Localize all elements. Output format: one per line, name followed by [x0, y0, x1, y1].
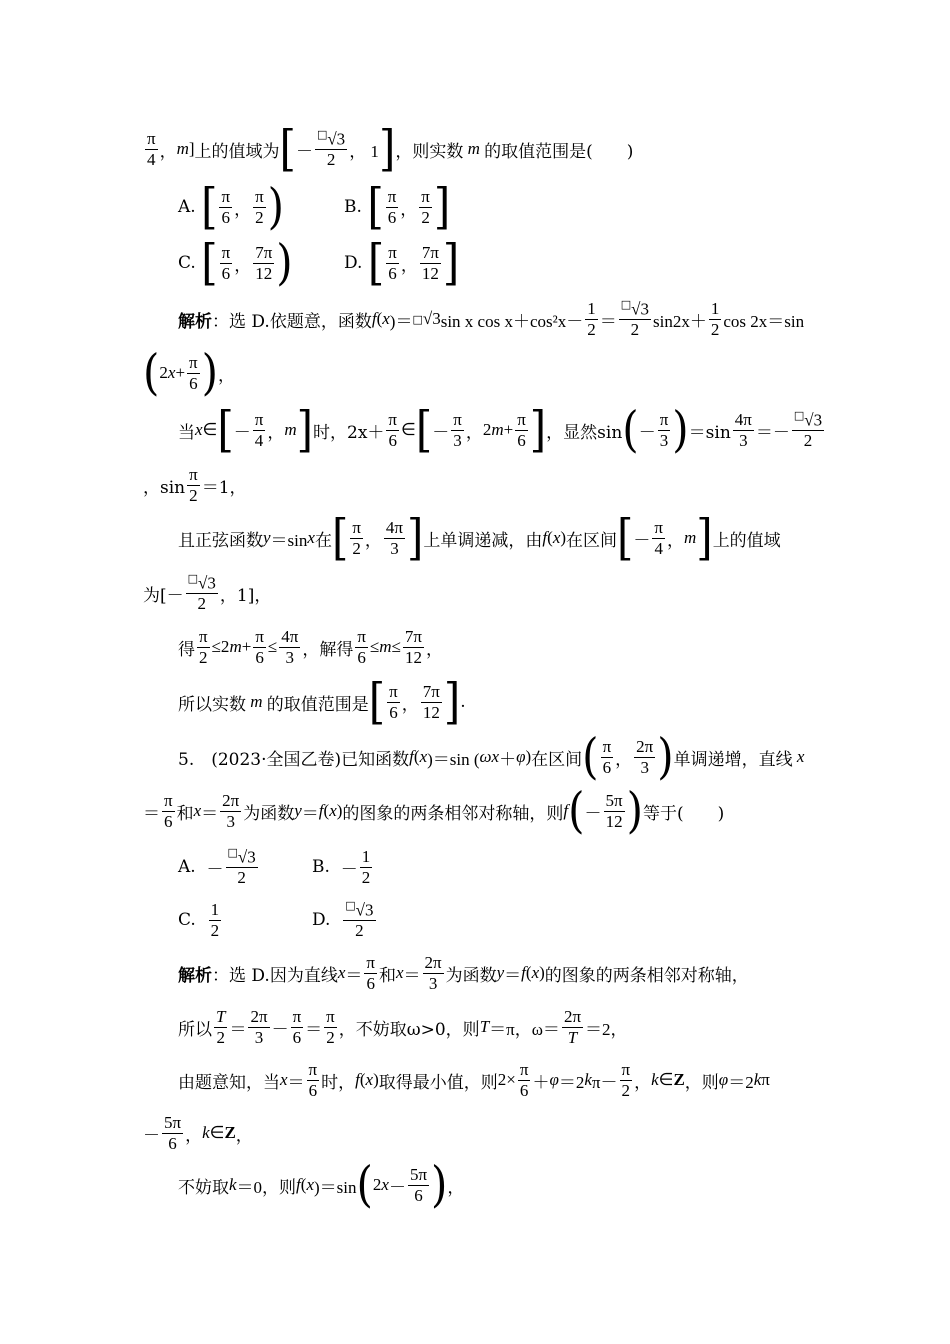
sol5-line-2: 所以 $\frac{T}{2}$ ＝ $\frac{2\pi}{3}$ － $\frac{\pi}{6}$ ＝ $\frac{\pi}{2}$ ，不妨取ω>0，则 T ＝π，ω＝ $\frac{2\pi}{T}$ ＝2，	[178, 1006, 628, 1047]
q5-option-d: D. $\frac{^□√3}{2}$	[312, 898, 374, 941]
sol4-line-4: ，sin $\frac{\pi}{2}$ ＝1，	[143, 464, 247, 505]
q5-line-1: 5. (2023·全国乙卷)已知函数 f ( x )＝sin ( ωx ＋ φ ) 在区间 ( $\frac{\pi}{6}$ ， $\frac{2\pi}{3}$ ) 单调递增，直线 x	[178, 728, 805, 785]
option-c: C. [ $\frac{\pi}{6}$ ， $\frac{7\pi}{12}$ )	[178, 234, 293, 291]
sol4-line-8: 所以实数 m 的取值范围是 [ $\frac{\pi}{6}$ ， $\frac{7\pi}{12}$ ] .	[178, 673, 466, 730]
sol4-line-1: 解析 ：选 D.依题意，函数 f ( x )＝ □ √3 sin x cos x＋cos²x－ $\frac{1}{2}$ ＝ $\frac{^□√3}{2}$ sin2x＋ $\frac{1}{2}$ cos 2x＝sin	[178, 297, 805, 340]
q5-line-2: ＝ $\frac{\pi}{6}$ 和 x ＝ $\frac{2\pi}{3}$ 为函数 y ＝ f ( x ) 的图象的两条相邻对称轴，则 f ( － $\frac{5\pi}{12}$ ) 等于( )	[143, 782, 725, 839]
text: ，则实数	[395, 141, 464, 162]
sol4-line-5: 且正弦函数 y ＝sin x 在 [ $\frac{\pi}{2}$ ， $\frac{4\pi}{3}$ ] 上单调递减，由 f ( x ) 在区间 [ － $\frac{\pi}{4}$ ， m ] 上的值域	[178, 509, 781, 566]
sol4-line-7: 得 $\frac{\pi}{2}$ ≤2 m + $\frac{\pi}{6}$ ≤ $\frac{4\pi}{3}$ ，解得 $\frac{\pi}{6}$ ≤ m ≤ $\frac{7\pi}{12}$ ，	[178, 626, 443, 667]
sol5-line-3: 由题意知，当 x ＝ $\frac{\pi}{6}$ 时， f ( x ) 取得最小值，则 2× $\frac{\pi}{6}$ ＋ φ ＝2 k π－ $\frac{\pi}{2}$ ， k ∈ Z ，则 φ ＝2 k π	[178, 1059, 770, 1100]
q5-option-c: C. $\frac{1}{2}$	[178, 899, 220, 940]
text: 上的值域为	[194, 141, 280, 162]
sol4-line-3: 当 x ∈ [ － $\frac{\pi}{4}$ ， m ] 时，2x＋ $\frac{\pi}{6}$ ∈ [ － $\frac{\pi}{3}$ ， 2 m + $\frac{\pi}{6}$ ] ，显然sin ( － $\frac{\pi}{3}$ ) ＝sin $\frac{4\pi}{3}$ ＝－ $\frac{^□√3}{2}$	[178, 401, 823, 458]
text: 的取值范围是( )	[484, 141, 634, 162]
option-a: A. [ $\frac{\pi}{6}$ ， $\frac{\pi}{2}$ )	[178, 178, 285, 235]
q5-option-a: A. － $\frac{^□√3}{2}$	[178, 845, 256, 888]
option-b: B. [ $\frac{\pi}{6}$ ， $\frac{\pi}{2}$ ]	[344, 178, 451, 235]
sol4-line-6: 为[－ $\frac{^□√3}{2}$ ，1]，	[143, 571, 272, 614]
sol5-line-1: 解析 ：选 D.因为直线 x ＝ $\frac{\pi}{6}$ 和 x ＝ $\frac{2\pi}{3}$ 为函数 y ＝ f ( x ) 的图象的两条相邻对称轴，	[178, 952, 749, 993]
fraction: $\frac{\pi}{4}$	[147, 128, 156, 169]
sol5-line-5: 不妨取 k ＝0 ，则 f ( x )＝sin ( 2 x － $\frac{5\pi}{6}$ ) ，	[178, 1156, 465, 1213]
option-d: D. [ $\frac{\pi}{6}$ ， $\frac{7\pi}{12}$ ]	[344, 234, 460, 291]
q5-option-b: B. － $\frac{1}{2}$	[312, 846, 371, 887]
sol4-line-2: ( 2 x + $\frac{\pi}{6}$ ) ，	[143, 344, 236, 401]
sol5-line-4: － $\frac{5\pi}{6}$ ， k ∈ Z ，	[143, 1112, 253, 1153]
q4-line-1: $\frac{\pi}{4}$ ， m ] 上的值域为 [ － $\frac{^□√3}{2}$ ， 1 ] ，则实数 m 的取值范围是( )	[147, 120, 634, 177]
